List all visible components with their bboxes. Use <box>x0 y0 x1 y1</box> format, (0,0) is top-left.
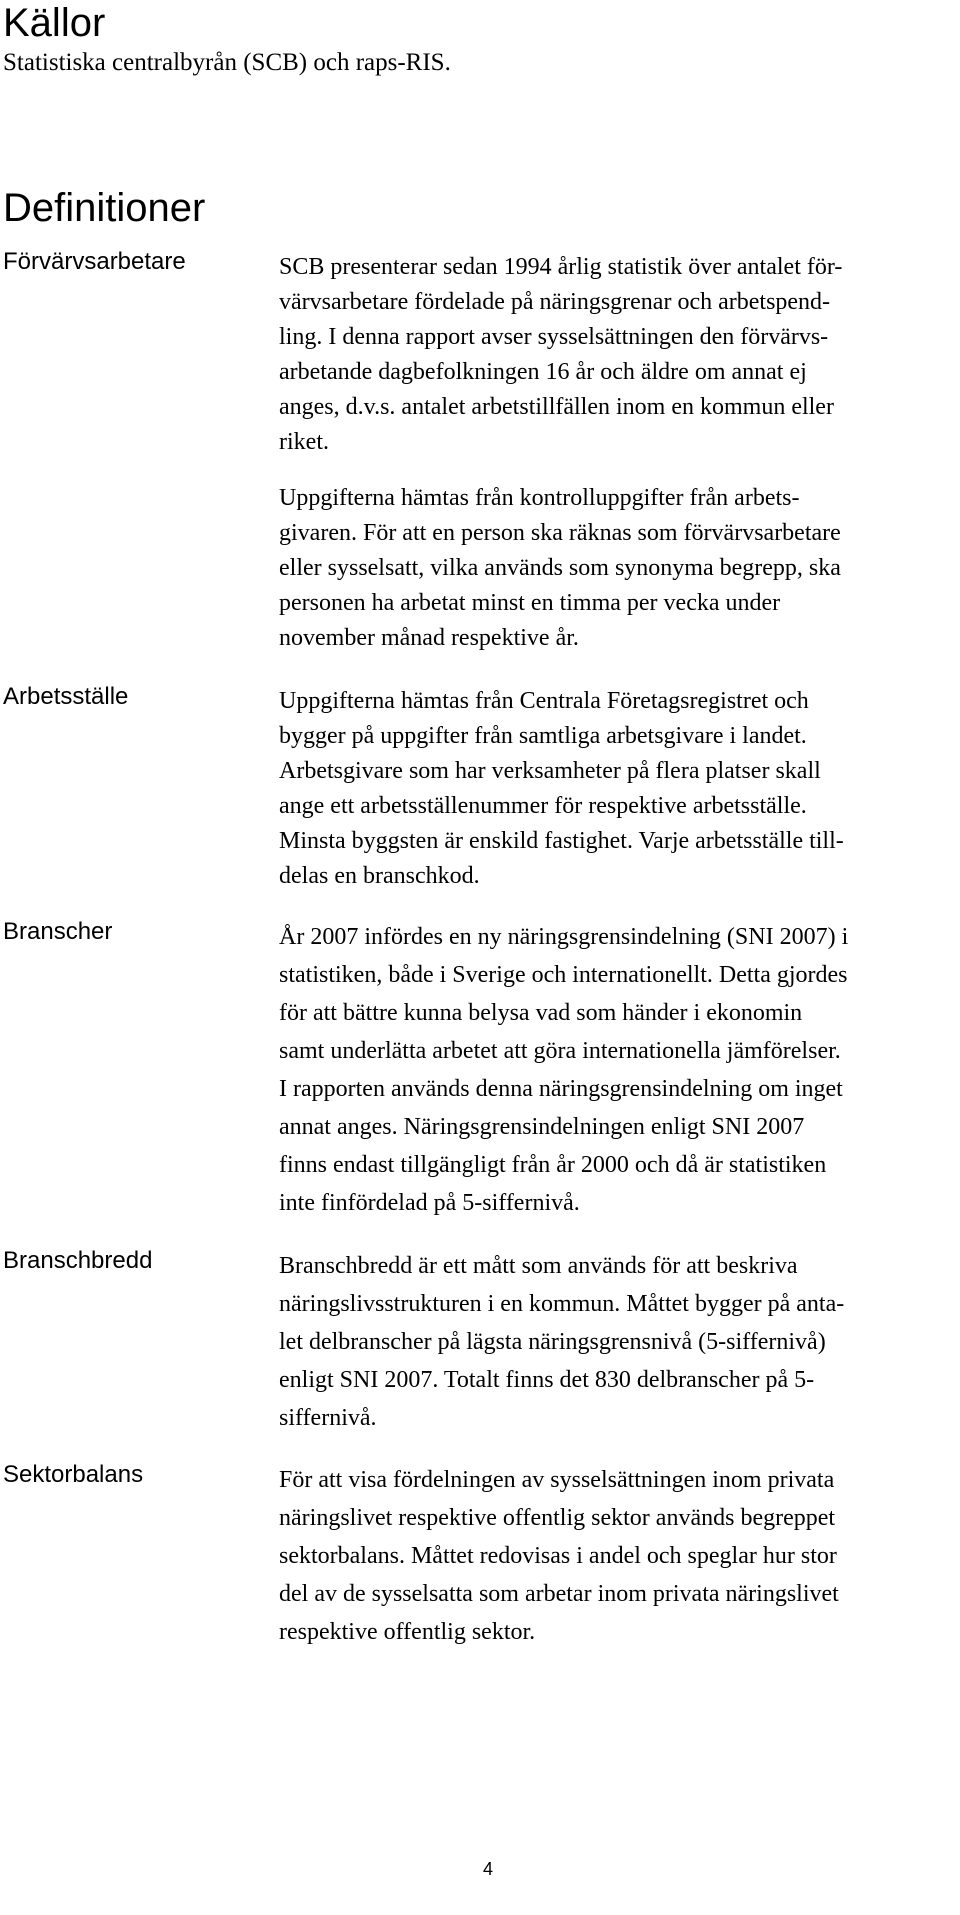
definition-paragraph <box>279 481 939 656</box>
text-line: värvsarbetare fördelade på näringsgrenar och arbetspend- <box>279 289 831 315</box>
text-line: för att bättre kunna belysa vad som händer i ekonomin <box>279 1000 803 1026</box>
text-line: riket. <box>279 429 329 455</box>
text-line: inte finfördelad på 5-siffernivå. <box>279 1190 580 1216</box>
text-line: Uppgifterna hämtas från Centrala Företagsregistret och <box>279 688 809 714</box>
sources-text: Statistiska centralbyrån (SCB) och raps-RIS. <box>3 49 451 76</box>
text-line: personen ha arbetat minst en timma per vecka under <box>279 590 781 616</box>
text-line: givaren. För att en person ska räknas som förvärvsarbetare <box>279 520 841 546</box>
term-branschbredd: Branschbredd <box>3 1247 153 1274</box>
text-line: anges, d.v.s. antalet arbetstillfällen inom en kommun eller <box>279 394 834 420</box>
text-line: let delbranscher på lägsta näringsgrensnivå (5-siffernivå) <box>279 1329 826 1355</box>
definition-paragraph <box>279 1461 939 1651</box>
definitions-heading: Definitioner <box>3 186 206 230</box>
text-line: siffernivå. <box>279 1405 377 1431</box>
text-line: bygger på uppgifter från samtliga arbetsgivare i landet. <box>279 723 807 749</box>
text-line: annat anges. Näringsgrensindelningen enligt SNI 2007 <box>279 1114 805 1140</box>
text-line: Uppgifterna hämtas från kontrolluppgifter från arbets- <box>279 485 800 511</box>
text-line: Arbetsgivare som har verksamheter på flera platser skall <box>279 758 821 784</box>
text-line: näringslivet respektive offentlig sektor används begreppet <box>279 1505 836 1531</box>
text-line: statistiken, både i Sverige och internationellt. Detta gjordes <box>279 962 848 988</box>
term-sektorbalans: Sektorbalans <box>3 1461 144 1488</box>
text-line: För att visa fördelningen av sysselsättningen inom privata <box>279 1467 835 1493</box>
text-line: ange ett arbetsställenummer för respektive arbetsställe. <box>279 793 807 819</box>
text-line: Branschbredd är ett mått som används för att beskriva <box>279 1253 798 1279</box>
text-line: eller sysselsatt, vilka används som synonyma begrepp, ska <box>279 555 841 581</box>
text-line: samt underlätta arbetet att göra internationella jämförelser. <box>279 1038 841 1064</box>
text-line: ling. I denna rapport avser sysselsättningen den förvärvs- <box>279 324 829 350</box>
definition-paragraph <box>279 684 939 894</box>
text-line: I rapporten används denna näringsgrensindelning om inget <box>279 1076 843 1102</box>
term-forvarvsarbetare: Förvärvsarbetare <box>3 248 186 275</box>
term-arbetsstalle: Arbetsställe <box>3 683 129 710</box>
text-line: del av de sysselsatta som arbetar inom privata näringslivet <box>279 1581 839 1607</box>
text-line: finns endast tillgängligt från år 2000 och då är statistiken <box>279 1152 827 1178</box>
definition-paragraph <box>279 1247 939 1437</box>
sources-heading: Källor <box>3 1 106 45</box>
text-line: delas en branschkod. <box>279 863 480 889</box>
text-line: november månad respektive år. <box>279 625 579 651</box>
text-line: enligt SNI 2007. Totalt finns det 830 delbranscher på 5- <box>279 1367 815 1393</box>
term-branscher: Branscher <box>3 918 113 945</box>
text-line: SCB presenterar sedan 1994 årlig statistik över antalet för- <box>279 254 843 280</box>
text-line: arbetande dagbefolkningen 16 år och äldre om annat ej <box>279 359 807 385</box>
text-line: sektorbalans. Måttet redovisas i andel och speglar hur stor <box>279 1543 837 1569</box>
text-line: Minsta byggsten är enskild fastighet. Varje arbetsställe till- <box>279 828 844 854</box>
text-line: År 2007 infördes en ny näringsgrensindelning (SNI 2007) i <box>279 924 849 950</box>
definition-paragraph <box>279 918 939 1222</box>
definition-paragraph <box>279 250 939 460</box>
text-line: respektive offentlig sektor. <box>279 1619 536 1645</box>
text-line: näringslivsstrukturen i en kommun. Måttet bygger på anta- <box>279 1291 845 1317</box>
page-number: 4 <box>482 1859 493 1879</box>
